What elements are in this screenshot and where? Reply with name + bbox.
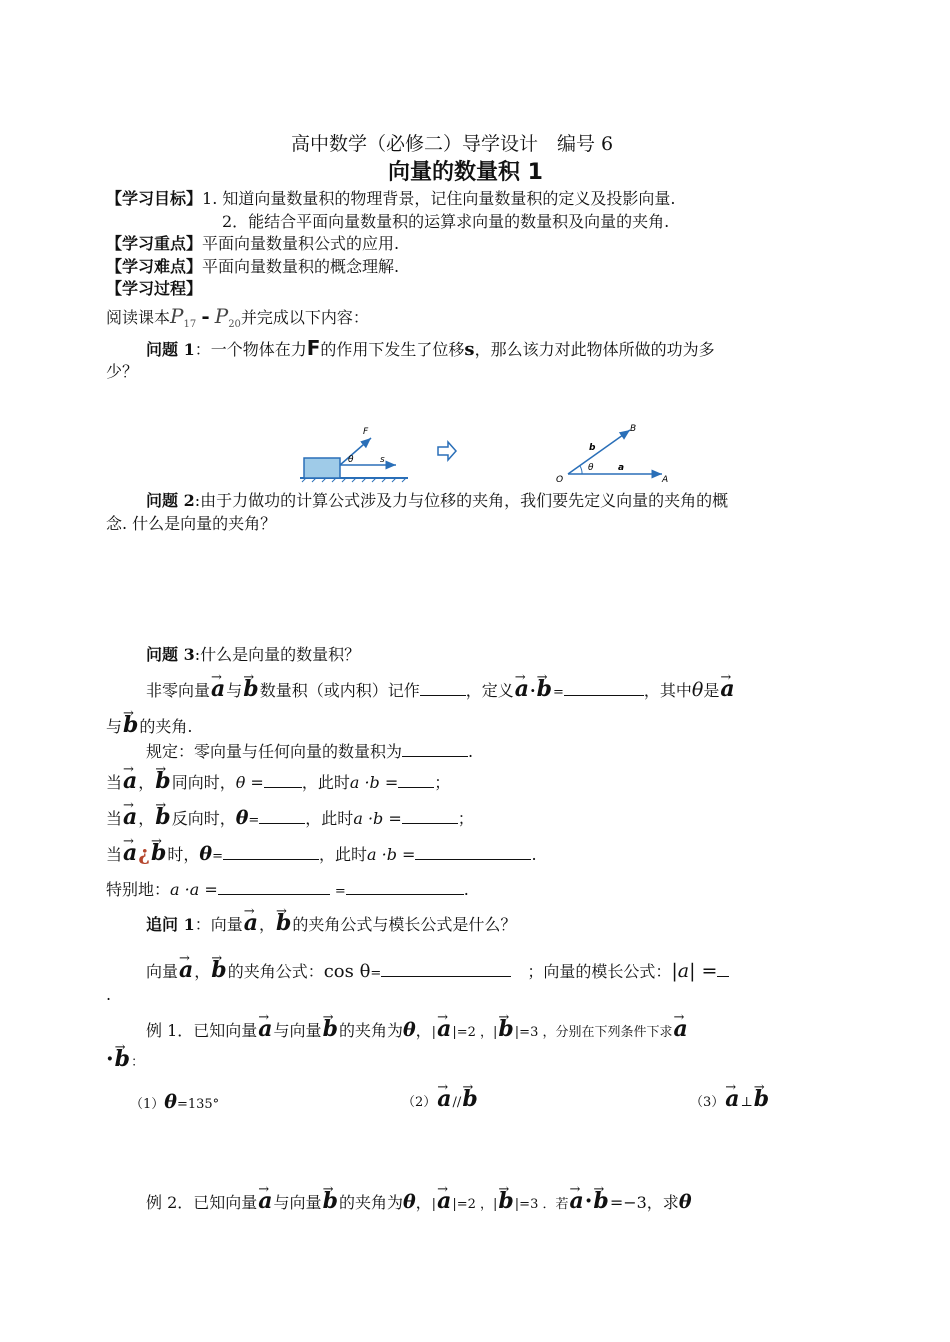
blank-notation[interactable]: [420, 679, 466, 696]
vec-a: → a: [178, 959, 194, 981]
t: =135°: [176, 1097, 220, 1112]
t: a ·a =: [170, 880, 218, 899]
q1-text-1: ：一个物体在力: [194, 340, 307, 359]
blank-modulus-formula[interactable]: [717, 960, 729, 977]
vec-a: → a: [436, 1190, 452, 1212]
t: ；: [457, 809, 474, 828]
block-diagram: [300, 427, 408, 482]
t: ，: [194, 962, 211, 981]
t: ·: [584, 1188, 593, 1214]
doc-title: 向量的数量积 1: [388, 160, 543, 185]
t: |=3 ．若: [514, 1197, 569, 1212]
focus-text: 平面向量数量积公式的应用.: [202, 234, 400, 253]
t: =: [334, 884, 346, 899]
t: =: [370, 966, 382, 981]
t: 反向时，: [171, 809, 236, 828]
t: |=2 ，: [452, 1025, 494, 1040]
t: ，定义: [465, 681, 514, 700]
t: θ: [402, 1019, 416, 1041]
t: ，此时: [305, 809, 354, 828]
q3-title: [146, 645, 360, 665]
fig-O: O: [556, 475, 564, 485]
t: 的夹角为: [338, 1193, 403, 1212]
blank-self-product-2[interactable]: [346, 878, 464, 895]
vec-b: → b: [122, 714, 139, 736]
reading-line: [106, 306, 369, 335]
t: 数量积（或内积）记作: [259, 681, 420, 700]
q3-def-line-2: [106, 714, 193, 737]
vec-b: → b: [275, 912, 292, 934]
q3-perpendicular: [106, 842, 537, 867]
t: |: [431, 1197, 437, 1212]
vec-a: → a: [436, 1018, 452, 1040]
goal-1: 1. 知道向量数量积的物理背景，记住向量数量积的定义及投影向量.: [202, 189, 676, 208]
fig-B: B: [630, 424, 637, 434]
force-symbol: F: [306, 336, 321, 360]
focus-label: 【学习重点】: [106, 234, 203, 253]
vec-b: → b: [322, 1018, 339, 1040]
fig-F: F: [363, 427, 369, 437]
t: ：: [131, 1055, 145, 1070]
t: θ: [402, 1191, 416, 1213]
process-label: 【学习过程】: [106, 279, 203, 298]
vec-b: → b: [461, 1088, 478, 1110]
f1-label: 追问 1: [146, 915, 195, 934]
t: 的夹角为: [338, 1021, 403, 1040]
q1-line-1: [146, 338, 715, 360]
blank-product-opp[interactable]: [402, 807, 458, 824]
t: ，: [415, 1021, 432, 1040]
t: （3）: [690, 1095, 725, 1110]
blank-angle-same[interactable]: [264, 771, 302, 788]
t: 的夹角公式：: [227, 962, 324, 981]
vec-b: → b: [536, 678, 553, 700]
focus-line: [106, 234, 399, 254]
t: =: [212, 849, 223, 864]
t: （1）: [130, 1097, 165, 1112]
t: 同向时，: [171, 773, 236, 792]
t: θ =: [235, 773, 264, 792]
force-arrow: [340, 438, 371, 465]
vec-b: → b: [242, 678, 259, 700]
t: ，: [259, 915, 276, 934]
blank-angle-opp[interactable]: [259, 807, 305, 824]
goals-label: 【学习目标】: [106, 189, 203, 208]
vec-a: → a: [210, 678, 226, 700]
t: |=3 ，分别在下列条件下求: [514, 1025, 673, 1040]
t: 与: [226, 681, 243, 700]
vec-b: → b: [154, 806, 171, 828]
t: =−3，求: [609, 1193, 679, 1212]
vec-a: → a: [122, 842, 138, 864]
goal-2: 2．能结合平面向量数量积的运算求向量的数量积及向量的夹角.: [222, 212, 670, 231]
blank-definition[interactable]: [564, 679, 644, 696]
difficulty-label: 【学习难点】: [106, 257, 203, 276]
ex1-line-1: [146, 1018, 689, 1043]
t: .: [531, 845, 537, 864]
q1-text-2: 的作用下发生了位移: [320, 340, 465, 359]
t: θ: [164, 1091, 177, 1113]
difficulty-line: [106, 257, 399, 277]
q2-text-1: :由于力做功的计算公式涉及力与位移的夹角，我们要先定义向量的夹角的概: [194, 491, 729, 510]
t: |: [493, 1197, 498, 1212]
q2-label: 问题 2: [146, 491, 195, 510]
t: a ·b =: [353, 809, 402, 828]
q3-same-direction: [106, 770, 450, 793]
broken-symbol: ¿: [138, 841, 150, 865]
vec-a: → a: [568, 1190, 584, 1212]
blank-zero-vector[interactable]: [402, 740, 468, 757]
t: θ: [678, 1191, 692, 1213]
vec-b: → b: [497, 1190, 514, 1212]
q3-text: :什么是向量的数量积？: [194, 645, 361, 664]
t: 的夹角.: [139, 717, 193, 736]
difficulty-text: 平面向量数量积的概念理解.: [202, 257, 400, 276]
range-dash: -: [201, 304, 210, 328]
page-start: 17: [183, 319, 197, 330]
fig-b: b: [589, 443, 596, 453]
blank-self-product-1[interactable]: [218, 878, 330, 895]
blank-product-same[interactable]: [398, 771, 434, 788]
t: ，其中: [643, 681, 692, 700]
vec-a: → a: [257, 1190, 273, 1212]
vec-a: → a: [122, 806, 138, 828]
q3-opposite-direction: [106, 806, 474, 831]
t: ⊥: [740, 1095, 753, 1110]
q3-special: [106, 878, 469, 902]
blank-angle-formula[interactable]: [381, 960, 511, 977]
vec-b: → b: [154, 770, 171, 792]
t: ·: [106, 1046, 114, 1072]
t: ，此时: [301, 773, 350, 792]
t: =: [248, 813, 260, 828]
vec-a: → a: [257, 1018, 273, 1040]
modulus: |a| =: [671, 960, 718, 982]
q3-def-line-1: 非零向量→ a与→ b数量积（或内积）记作 ，定义→ a·→ b= ，其中θ是→ a: [146, 678, 736, 703]
reading-pre: 阅读课本: [106, 308, 171, 327]
vec-a: → a: [724, 1088, 740, 1110]
t: 与向量: [273, 1021, 322, 1040]
fig-a: a: [618, 463, 625, 473]
t: |=2 ，: [452, 1197, 494, 1212]
t: 规定：零向量与任何向量的数量积为: [146, 742, 403, 761]
t: 例 1．已知向量: [146, 1021, 258, 1040]
ex1-case-1: [130, 1092, 219, 1115]
displacement-symbol: s: [464, 339, 475, 360]
t: |: [431, 1025, 437, 1040]
cos-theta: cos θ: [323, 961, 371, 982]
blank-product-perp[interactable]: [415, 843, 531, 860]
q3-rule: [146, 740, 473, 762]
t: 是: [703, 681, 720, 700]
t: 向量: [146, 962, 179, 981]
vec-a: → a: [122, 770, 138, 792]
vec-b: → b: [497, 1018, 514, 1040]
t: 当: [106, 773, 123, 792]
page-end: 20: [228, 319, 241, 330]
t: ，此时: [319, 845, 368, 864]
fig-A: A: [662, 475, 669, 485]
t: 当: [106, 809, 123, 828]
fig-theta-2: θ: [588, 463, 594, 473]
t: ，: [138, 809, 155, 828]
t: //: [452, 1095, 462, 1110]
doc-header-title: 高中数学（必修二）导学设计 编号 6: [291, 133, 614, 155]
reading-post: 并完成以下内容：: [240, 308, 369, 327]
t: θ: [199, 843, 213, 865]
vec-a: → a: [436, 1088, 452, 1110]
fig-theta-1: θ: [348, 455, 354, 465]
t: ；: [434, 773, 451, 792]
vec-a: → a: [719, 678, 735, 700]
angle-diagram: [556, 424, 668, 485]
vec-b: → b: [150, 842, 167, 864]
vec-b: → b: [592, 1190, 609, 1212]
theta: θ: [691, 679, 704, 701]
f1-line-1: [146, 912, 516, 935]
t: 当: [106, 845, 123, 864]
vec-b: → b: [322, 1190, 339, 1212]
block: [304, 458, 340, 478]
page-p2: P: [214, 304, 229, 328]
t: .: [468, 742, 474, 761]
vec-a: → a: [672, 1018, 688, 1040]
t: ，: [138, 773, 155, 792]
t: θ: [235, 807, 249, 829]
vec-b: → b: [753, 1088, 770, 1110]
t: 特别地：: [106, 880, 171, 899]
vec-b: → b: [114, 1048, 131, 1070]
t: 与向量: [273, 1193, 322, 1212]
ex1-line-2: [106, 1048, 144, 1073]
t: ：向量: [194, 915, 243, 934]
t: =: [552, 685, 564, 700]
t: 与: [106, 717, 123, 736]
goals-line-1: [106, 189, 675, 209]
implies-arrow-icon: [438, 442, 456, 460]
t: ，: [415, 1193, 432, 1212]
q2-line-1: [146, 491, 728, 511]
q1-line-2: 少？: [106, 362, 139, 381]
t: ；向量的模长公式：: [527, 962, 672, 981]
f1-trailing-dot: .: [106, 985, 112, 1004]
ex2-line-1: [146, 1190, 692, 1215]
vec-b: → b: [210, 959, 227, 981]
vec-a: → a: [514, 678, 530, 700]
t: 时，: [167, 845, 200, 864]
t: （2）: [402, 1095, 437, 1110]
ex1-case-3: [690, 1088, 770, 1113]
t: .: [463, 880, 469, 899]
q3-label: 问题 3: [146, 645, 195, 664]
fig-s: s: [380, 455, 385, 465]
force-figure: [296, 420, 676, 488]
q1-text-3: ，那么该力对此物体所做的功为多: [474, 340, 715, 359]
t: 例 2．已知向量: [146, 1193, 258, 1212]
ex1-case-2: [402, 1088, 479, 1113]
q2-line-2: 念. 什么是向量的夹角？: [106, 514, 277, 533]
vec-a: → a: [243, 912, 259, 934]
t: |: [493, 1025, 498, 1040]
t: a ·b =: [349, 773, 399, 792]
f1-line-2: [146, 959, 729, 984]
blank-angle-perp[interactable]: [223, 843, 319, 860]
q1-label: 问题 1: [146, 340, 195, 359]
t: 非零向量: [146, 681, 211, 700]
t: 的夹角公式与模长公式是什么？: [292, 915, 517, 934]
page-p1: P: [170, 304, 184, 328]
t: a ·b =: [367, 845, 416, 864]
